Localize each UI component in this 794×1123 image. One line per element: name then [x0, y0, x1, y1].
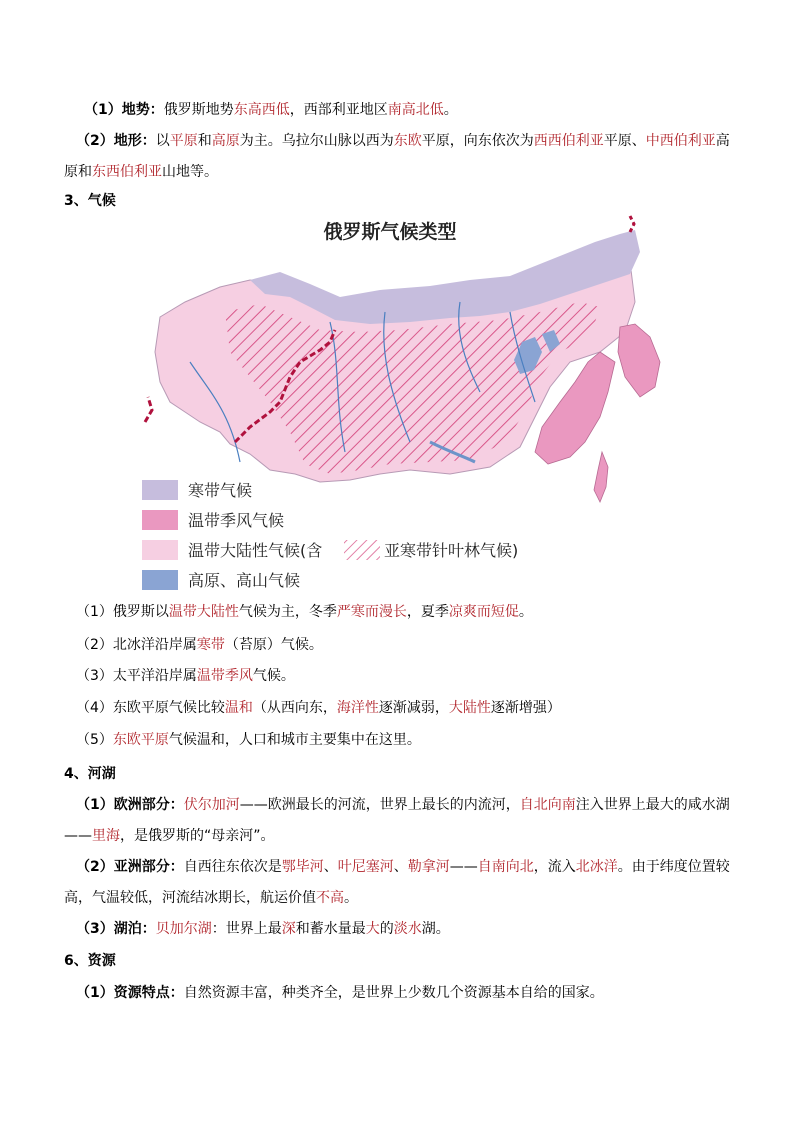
legend-label-monsoon: 温带季风气候 — [188, 511, 285, 530]
text: ——欧洲最长的河流，世界上最长的内流河， — [239, 797, 520, 813]
text: （从西向东， — [252, 700, 337, 716]
label: （1）地势： — [84, 102, 164, 118]
rivers-europe-line-2 — [64, 826, 275, 846]
legend-swatch-taiga — [344, 540, 380, 560]
legend-swatch-continental — [142, 540, 178, 560]
text: 平原，向东依次为 — [421, 133, 534, 149]
text: 。 — [443, 102, 458, 118]
section-heading-climate: 3、气候 — [64, 193, 116, 209]
highlight: 中西伯利亚 — [645, 133, 716, 149]
landform-line-2 — [64, 162, 218, 182]
rivers-asia-line-1 — [76, 857, 730, 877]
text: 俄罗斯地势 — [163, 102, 234, 118]
text: 气候为主，冬季 — [238, 604, 337, 620]
label: （2）亚洲部分： — [76, 859, 184, 875]
text: （2）北冰洋沿岸属 — [76, 637, 197, 653]
highlight: 勒拿河 — [407, 859, 450, 875]
text: 平原、 — [603, 133, 646, 149]
text: 、 — [323, 859, 338, 875]
climate-point-1 — [76, 602, 533, 622]
rivers-asia-line-2 — [64, 888, 358, 908]
label: （1）资源特点： — [76, 985, 184, 1001]
highlight: 温和 — [224, 700, 253, 716]
highlight: 自南向北 — [477, 859, 534, 875]
legend-label-continental-b: 亚寒带针叶林气候) — [384, 541, 519, 560]
text: 山地等。 — [162, 164, 218, 180]
highlight: 东欧平原 — [112, 732, 169, 748]
highlight: 大陆性 — [448, 700, 491, 716]
terrain-relief-line — [84, 100, 458, 120]
text: 。 — [344, 890, 358, 906]
highlight: 寒带 — [196, 637, 225, 653]
highlight: 东西伯利亚 — [92, 164, 162, 180]
highlight: 伏尔加河 — [183, 797, 240, 813]
climate-point-3 — [76, 666, 295, 686]
border-east — [630, 216, 634, 232]
legend-swatch-plateau — [142, 570, 178, 590]
text: 注入世界上最大的咸水湖 — [575, 797, 730, 813]
border-west — [145, 397, 152, 422]
text: （苔原）气候。 — [224, 637, 323, 653]
text: 逐渐增强） — [490, 700, 561, 716]
sakhalin-island — [594, 452, 608, 502]
legend-label-continental-a: 温带大陆性气候(含 — [188, 541, 323, 560]
text: —— — [64, 828, 92, 844]
russia-climate-map — [130, 212, 675, 595]
highlight: 平原 — [169, 133, 198, 149]
climate-point-4 — [76, 698, 561, 718]
highlight: 大 — [365, 921, 380, 937]
highlight: 贝加尔湖 — [155, 921, 212, 937]
resource-line — [76, 983, 604, 1003]
text: 湖。 — [421, 921, 450, 937]
legend — [142, 480, 518, 590]
legend-swatch-monsoon — [142, 510, 178, 530]
label: （1）欧洲部分： — [76, 797, 184, 813]
highlight: 凉爽而短促 — [448, 604, 519, 620]
text: —— — [449, 859, 478, 875]
highlight: 高原 — [211, 133, 240, 149]
lake-line — [76, 919, 450, 939]
text: 原和 — [64, 164, 92, 180]
text: 和蓄水量最 — [295, 921, 366, 937]
section-heading-resources: 6、资源 — [64, 953, 116, 969]
highlight: 不高 — [316, 890, 344, 906]
text: （4）东欧平原气候比较 — [76, 700, 225, 716]
label: （2）地形： — [76, 133, 156, 149]
highlight: 温带大陆性 — [168, 604, 239, 620]
text: 和 — [197, 133, 212, 149]
highlight: 东高西低 — [233, 102, 290, 118]
label: （3）湖泊： — [76, 921, 156, 937]
text: 气候。 — [252, 668, 295, 684]
highlight: 叶尼塞河 — [337, 859, 394, 875]
text: 逐渐减弱， — [378, 700, 449, 716]
highlight: 东欧 — [393, 133, 422, 149]
text: ，流入 — [533, 859, 576, 875]
text: ，夏季 — [406, 604, 449, 620]
text: 以 — [155, 133, 170, 149]
kamchatka-monsoon — [618, 324, 660, 397]
highlight: 温带季风 — [196, 668, 253, 684]
text: （5） — [76, 732, 113, 748]
text: 。由于纬度位置较 — [617, 859, 730, 875]
highlight: 北冰洋 — [575, 859, 618, 875]
highlight: 深 — [281, 921, 296, 937]
highlight: 里海 — [92, 828, 120, 844]
highlight: 严寒而漫长 — [336, 604, 407, 620]
highlight: 鄂毕河 — [281, 859, 324, 875]
highlight: 海洋性 — [336, 700, 379, 716]
highlight: 西西伯利亚 — [533, 133, 604, 149]
highlight: 淡水 — [393, 921, 422, 937]
legend-label-cold: 寒带气候 — [188, 481, 253, 500]
rivers-europe-line-1 — [76, 795, 730, 815]
text: 高，气温较低，河流结冰期长，航运价值 — [64, 890, 316, 906]
highlight: 自北向南 — [519, 797, 576, 813]
landform-line-1 — [76, 131, 730, 151]
text: 气候温和，人口和城市主要集中在这里。 — [168, 732, 421, 748]
text: （3）太平洋沿岸属 — [76, 668, 197, 684]
map-title: 俄罗斯气候类型 — [323, 221, 457, 243]
text: 的 — [379, 921, 394, 937]
text: 自然资源丰富，种类齐全，是世界上少数几个资源基本自给的国家。 — [183, 985, 604, 1001]
legend-swatch-cold — [142, 480, 178, 500]
text: 为主。乌拉尔山脉以西为 — [239, 133, 394, 149]
section-heading-rivers: 4、河湖 — [64, 766, 116, 782]
text: 、 — [393, 859, 408, 875]
highlight: 南高北低 — [387, 102, 444, 118]
climate-point-5 — [76, 730, 421, 750]
text: 高 — [715, 133, 730, 149]
legend-label-plateau: 高原、高山气候 — [188, 571, 301, 590]
text: ，是俄罗斯的“母亲河”。 — [120, 828, 275, 844]
text: 自西往东依次是 — [183, 859, 282, 875]
text: ：世界上最 — [211, 921, 282, 937]
text: （1）俄罗斯以 — [76, 604, 169, 620]
text: 。 — [518, 604, 533, 620]
text: ，西部利亚地区 — [289, 102, 388, 118]
climate-point-2 — [76, 635, 323, 655]
